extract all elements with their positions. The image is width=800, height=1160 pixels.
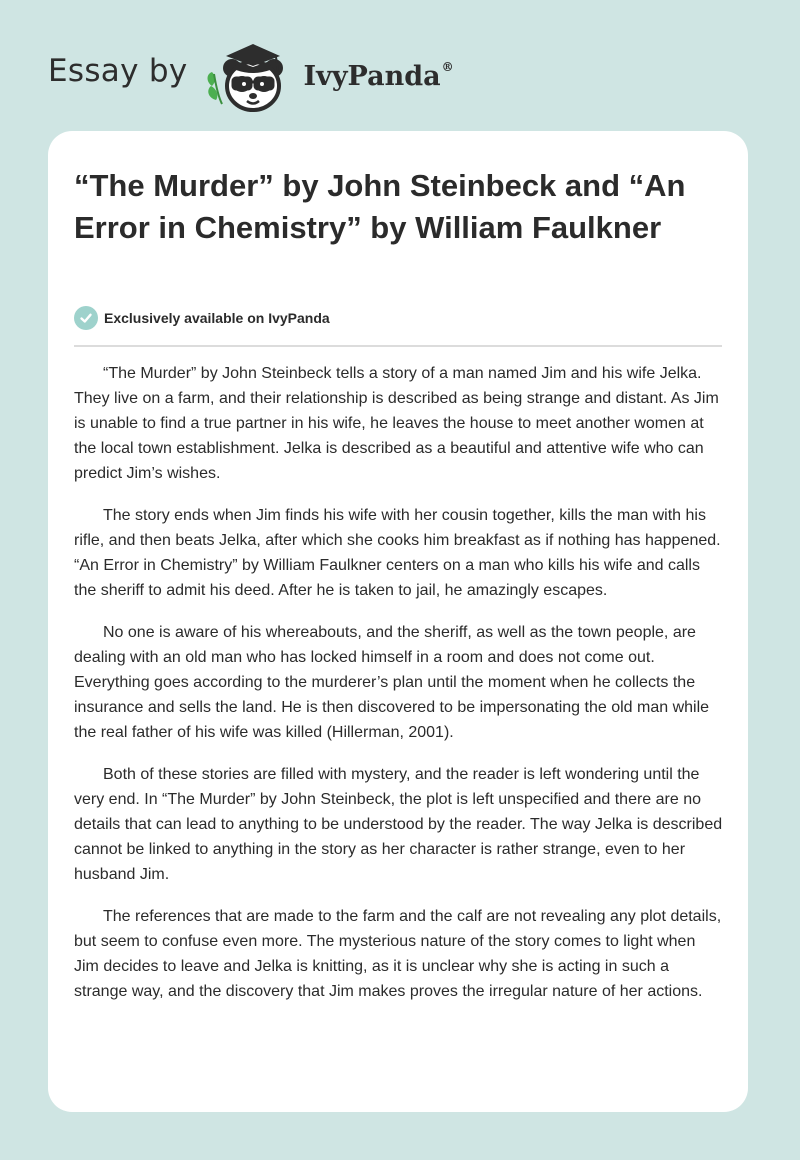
essay-title: “The Murder” by John Steinbeck and “An Error in Chemistry” by William Faulkner — [74, 168, 686, 245]
panda-logo-icon[interactable] — [202, 34, 298, 114]
essay-card — [48, 131, 748, 1112]
paragraph: No one is aware of his whereabouts, and the sheriff, as well as the town people, are dealing with an old man who has locked himself in a room and does not come out. Everything goes according to the murderer’s plan until the moment when he collects the insurance and sells the land. He is then discovered to be impersonating the old man while the real father of his wife was killed (Hillerman, 2001). — [74, 624, 710, 741]
paragraph: The references that are made to the farm and the calf are not revealing any plot details, but seem to confuse even more. The mysterious nature of the story comes to light when Jim decides to leave and Jelka is knitting, as it is unclear why she is acting in such a strange way, and the discovery that Jim makes proves the irregular nature of her actions. — [74, 908, 722, 1000]
exclusive-badge-text: Exclusively available on IvyPanda — [104, 310, 330, 326]
brand-text: IvyPanda — [303, 61, 441, 92]
essay-body — [74, 361, 724, 1021]
registered-mark: ® — [441, 60, 454, 74]
essay-by-label: Essay by — [48, 53, 188, 89]
paragraph: Both of these stories are filled with mystery, and the reader is left wondering until the very end. In “The Murder” by John Steinbeck, the plot is left unspecified and there are no details that can lead to anything to be understood by the reader. The way Jelka is described cannot be linked to anything in the story as her character is rather strange, even to her husband Jim. — [74, 766, 723, 883]
exclusive-badge — [74, 306, 330, 330]
paragraph: “The Murder” by John Steinbeck tells a story of a man named Jim and his wife Jelka. They live on a farm, and their relationship is described as being strange and distant. As Jim is unable to find a true partner in his wife, he leaves the house to meet another women at the local town establishment. Jelka is described as a beautiful and attentive wife who can predict Jim’s wishes. — [74, 365, 719, 482]
panda-graduate-icon — [202, 34, 298, 114]
paragraph: The story ends when Jim finds his wife with her cousin together, kills the man with his rifle, and then beats Jelka, after which she cooks him breakfast as if nothing has happened. “An Error in Chemistry” by William Faulkner centers on a man who kills his wife and calls the sheriff to admit his deed. After he is taken to jail, he amazingly escapes. — [74, 507, 721, 599]
divider — [74, 345, 722, 347]
site-header — [48, 34, 454, 114]
brand-name[interactable] — [304, 60, 454, 92]
check-icon — [74, 306, 98, 330]
